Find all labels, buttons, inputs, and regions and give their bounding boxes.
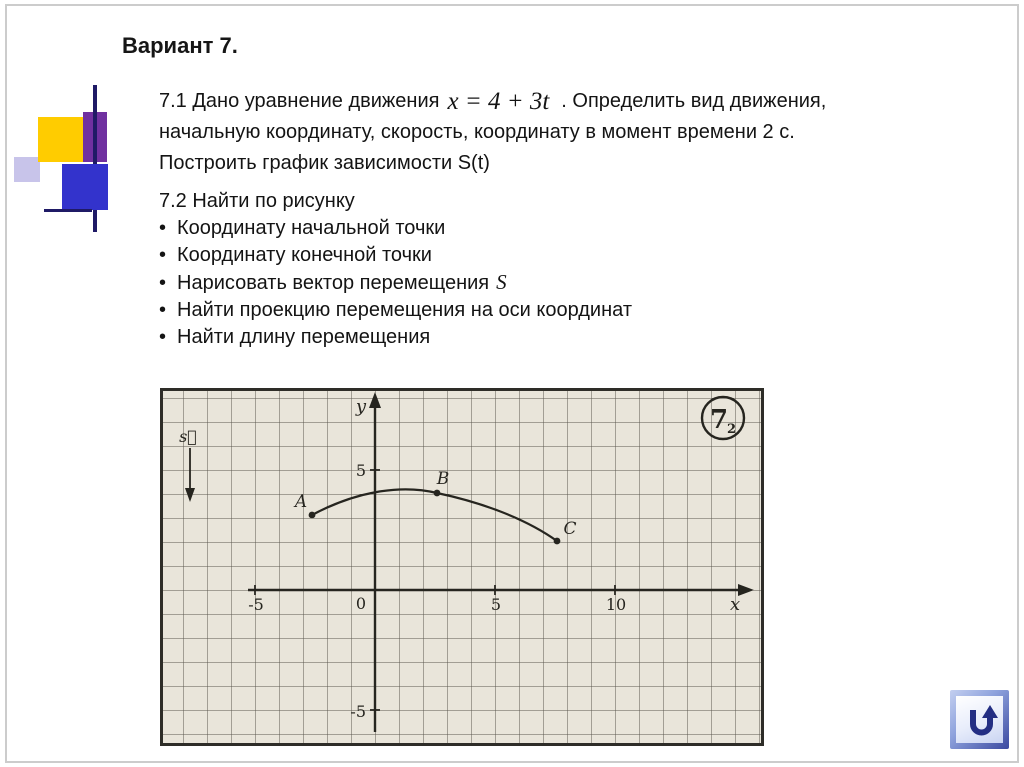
decor-square-lavender [14,157,40,182]
bullet-icon: • [159,326,167,348]
point-c-dot [554,538,561,545]
x-axis-label: x [730,594,741,615]
point-a-dot [309,512,316,519]
slide-title: Вариант 7. [122,33,238,58]
figure-number: 7 [710,405,729,435]
y-axis-label: y [355,396,366,417]
problem-7-1-lead: 7.1 Дано уравнение движения [159,90,440,112]
bullet-item-5 [159,324,885,351]
bullet-item-3 [159,269,885,297]
decor-square-blue [62,164,108,210]
bullet-icon: • [159,244,167,266]
content-column [159,86,885,351]
bullet-icon: • [159,272,167,294]
point-a-label: A [294,492,308,512]
y-tick-label-5: 5 [355,461,366,480]
bullet-item-2-text: Координату конечной точки [177,244,432,266]
x-tick-label-minus5: -5 [248,595,264,614]
x-tick-label-5: 5 [490,595,502,614]
bullet-item-1 [159,215,885,242]
figure-number-subscript: 2 [727,422,737,437]
bullet-icon: • [159,217,167,239]
bullet-item-4-text: Найти проекцию перемещения на оси координат [177,299,632,321]
x-tick-label-10: 10 [605,595,627,614]
figure-image [160,388,764,746]
bullet-item-2 [159,242,885,269]
return-button[interactable] [950,690,1009,749]
displacement-vector-symbol: S⃗ [496,270,523,294]
origin-label: 0 [355,594,366,613]
bullet-icon: • [159,299,167,321]
problem-7-1 [159,86,885,179]
bullet-item-5-text: Найти длину перемещения [177,326,431,348]
problem-7-2-heading: 7.2 Найти по рисунку [159,190,355,212]
graph-grid [162,390,762,744]
problem-7-1-rest: . Определить вид движения, начальную координату, скорость, координату в момент времени 2 с. Построить график зависимости S(t) [159,90,827,174]
decor-square-yellow [38,117,83,162]
point-b-dot [434,490,441,497]
equation-of-motion: x = 4 + 3t [447,88,550,115]
y-tick-label-minus5: -5 [350,702,366,721]
graph-svg [160,388,764,746]
s-vector-label: s⃗ [179,427,197,446]
point-c-label: C [563,519,577,539]
u-turn-icon [961,701,999,739]
point-b-label: B [436,469,450,489]
decor-horizontal-line [44,209,92,212]
bullet-item-1-text: Координату начальной точки [177,217,446,239]
bullet-item-4 [159,297,885,324]
bullet-item-3-text: Нарисовать вектор перемещения [177,272,490,294]
return-button-face [956,696,1003,743]
